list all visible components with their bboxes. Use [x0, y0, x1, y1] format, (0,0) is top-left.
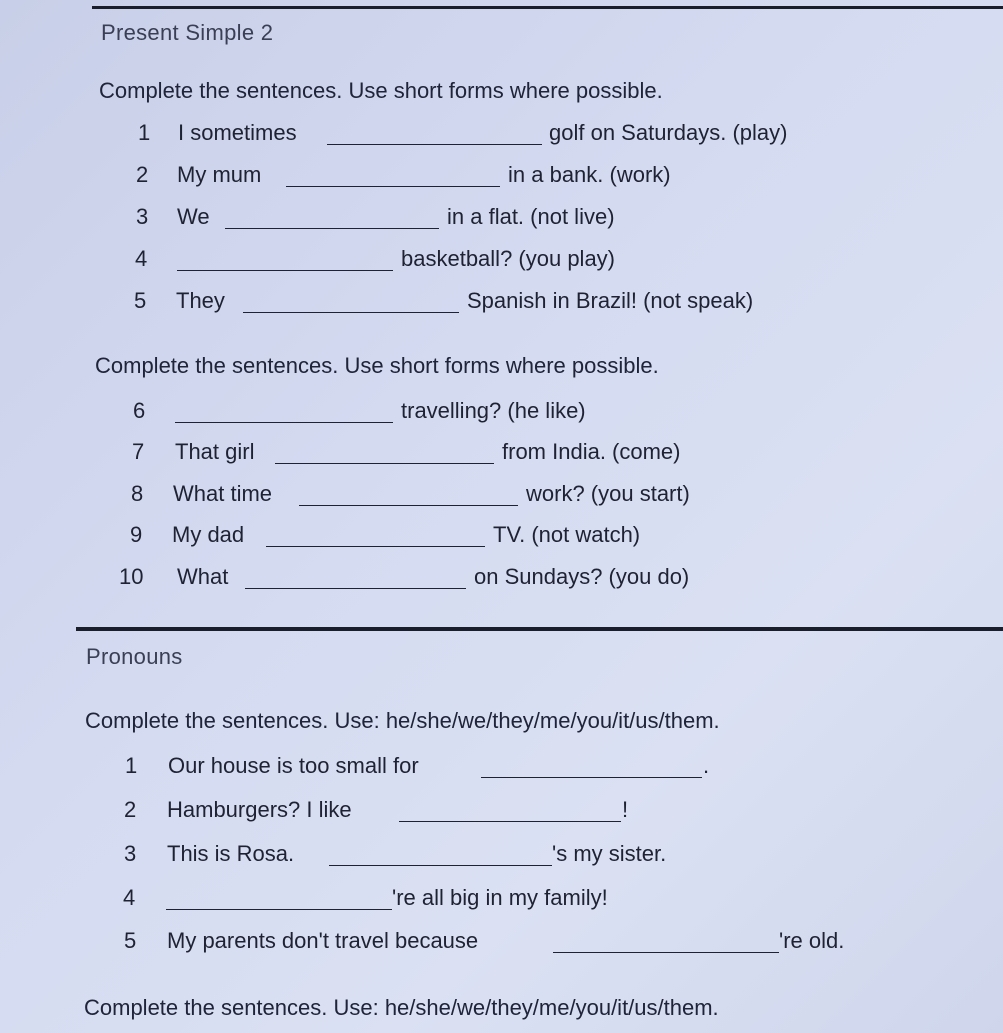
answer-blank[interactable]	[225, 206, 439, 229]
item-text-before: This is Rosa.	[167, 841, 295, 866]
answer-blank[interactable]	[299, 483, 518, 506]
answer-blank[interactable]	[177, 248, 393, 271]
item-text-after: in a bank. (work)	[508, 162, 671, 187]
exercise-item-4	[0, 246, 1003, 276]
item-number: 7	[132, 439, 145, 464]
item-text-after: Spanish in Brazil! (not speak)	[467, 288, 754, 313]
item-text-after: 's my sister.	[552, 841, 667, 866]
item-number: 10	[119, 564, 144, 589]
item-number: 9	[130, 522, 143, 547]
pronoun-item-4	[0, 885, 1003, 915]
item-number: 3	[124, 841, 137, 866]
item-text-after: golf on Saturdays. (play)	[549, 120, 788, 145]
instruction-1: Complete the sentences. Use short forms where possible.	[99, 78, 663, 103]
item-text-before: My dad	[172, 522, 245, 547]
item-number: 5	[124, 928, 137, 953]
exercise-item-5	[0, 288, 1003, 318]
pronoun-item-2	[0, 797, 1003, 827]
item-number: 5	[134, 288, 147, 313]
answer-blank[interactable]	[327, 122, 542, 145]
item-number: 4	[123, 885, 136, 910]
exercise-item-1	[0, 120, 1003, 150]
answer-blank[interactable]	[399, 799, 621, 822]
answer-blank[interactable]	[481, 755, 702, 778]
item-text-after: on Sundays? (you do)	[474, 564, 690, 589]
item-text-before: My parents don't travel because	[167, 928, 479, 953]
exercise-item-9	[0, 522, 1003, 552]
item-text-before: They	[176, 288, 225, 313]
instruction-3: Complete the sentences. Use: he/she/we/they/me/you/it/us/them.	[85, 708, 720, 733]
answer-blank[interactable]	[286, 164, 500, 187]
item-text-before: I sometimes	[178, 120, 297, 145]
section-title-pronouns: Pronouns	[86, 644, 183, 669]
item-text-after: travelling? (he like)	[401, 398, 586, 423]
answer-blank[interactable]	[553, 930, 779, 953]
item-number: 8	[131, 481, 144, 506]
item-text-before: Our house is too small for	[168, 753, 419, 778]
item-text-after: 're old.	[779, 928, 845, 953]
answer-blank[interactable]	[266, 524, 485, 547]
item-text-after: TV. (not watch)	[493, 522, 641, 547]
item-text-before: That girl	[175, 439, 255, 464]
answer-blank[interactable]	[243, 290, 459, 313]
exercise-item-7	[0, 439, 1003, 469]
item-text-after: 're all big in my family!	[392, 885, 608, 910]
item-text-after: in a flat. (not live)	[447, 204, 615, 229]
item-number: 4	[135, 246, 148, 271]
item-text-after: work? (you start)	[526, 481, 690, 506]
item-text-before: What time	[173, 481, 273, 506]
item-text-after: .	[703, 753, 710, 778]
item-text-before: We	[177, 204, 210, 229]
item-text-after: from India. (come)	[502, 439, 681, 464]
exercise-item-2	[0, 162, 1003, 192]
exercise-item-6	[0, 398, 1003, 428]
item-text-before: Hamburgers? I like	[167, 797, 352, 822]
item-text-before: My mum	[177, 162, 262, 187]
answer-blank[interactable]	[175, 400, 393, 423]
answer-blank[interactable]	[245, 566, 466, 589]
instruction-2: Complete the sentences. Use short forms where possible.	[95, 353, 659, 378]
item-text-after: !	[622, 797, 629, 822]
answer-blank[interactable]	[329, 843, 552, 866]
item-number: 3	[136, 204, 149, 229]
item-number: 1	[138, 120, 151, 145]
instruction-4: Complete the sentences. Use: he/she/we/they/me/you/it/us/them.	[84, 995, 719, 1020]
item-number: 2	[136, 162, 149, 187]
exercise-item-10	[0, 564, 1003, 594]
exercise-item-8	[0, 481, 1003, 511]
item-number: 2	[124, 797, 137, 822]
item-text-after: basketball? (you play)	[401, 246, 616, 271]
item-text-before: What	[177, 564, 229, 589]
exercise-item-3	[0, 204, 1003, 234]
section-divider	[76, 627, 1003, 631]
top-divider	[92, 6, 1003, 9]
pronoun-item-1	[0, 753, 1003, 783]
item-number: 6	[133, 398, 146, 423]
answer-blank[interactable]	[166, 887, 392, 910]
answer-blank[interactable]	[275, 441, 494, 464]
pronoun-item-3	[0, 841, 1003, 871]
pronoun-item-5	[0, 928, 1003, 958]
item-number: 1	[125, 753, 138, 778]
section-title-present-simple: Present Simple 2	[101, 20, 274, 45]
